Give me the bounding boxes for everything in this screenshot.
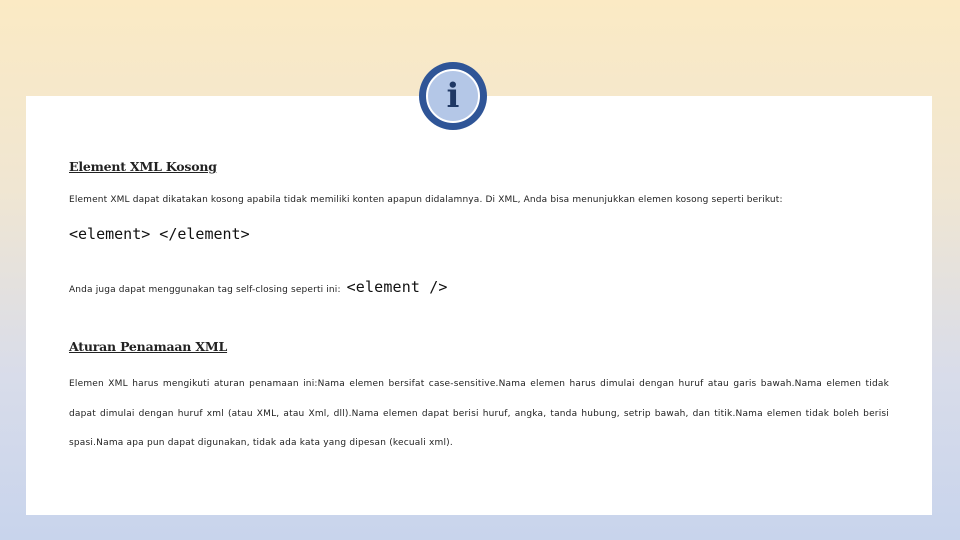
- self-closing-paragraph: [69, 278, 448, 296]
- section-title-naming-rules: Aturan Penamaan XML: [69, 339, 228, 354]
- section-title-empty-element: Element XML Kosong: [69, 159, 217, 174]
- empty-element-code-example: <element> </element>: [69, 225, 250, 243]
- self-closing-text: Anda juga dapat menggunakan tag self-closing seperti ini:: [69, 285, 341, 295]
- info-icon-glyph: i: [426, 69, 480, 123]
- info-icon: [419, 62, 487, 130]
- self-closing-code: <element />: [346, 278, 448, 296]
- empty-element-paragraph: Element XML dapat dikatakan kosong apabila tidak memiliki konten apapun didalamnya. Di XML, Anda bisa menunjukkan elemen kosong seperti berikut:: [69, 195, 783, 205]
- naming-rules-paragraph: Elemen XML harus mengikuti aturan penamaan ini:Nama elemen bersifat case-sensitive.Nama elemen harus dimulai dengan huruf atau garis bawah.Nama elemen tidak dapat dimulai dengan huruf xml (atau XML, atau Xml, dll).Nama elemen dapat berisi huruf, angka, tanda hubung, setrip bawah, dan titik.Nama elemen tidak boleh berisi spasi.Nama apa pun dapat digunakan, tidak ada kata yang dipesan (kecuali xml).: [69, 379, 889, 448]
